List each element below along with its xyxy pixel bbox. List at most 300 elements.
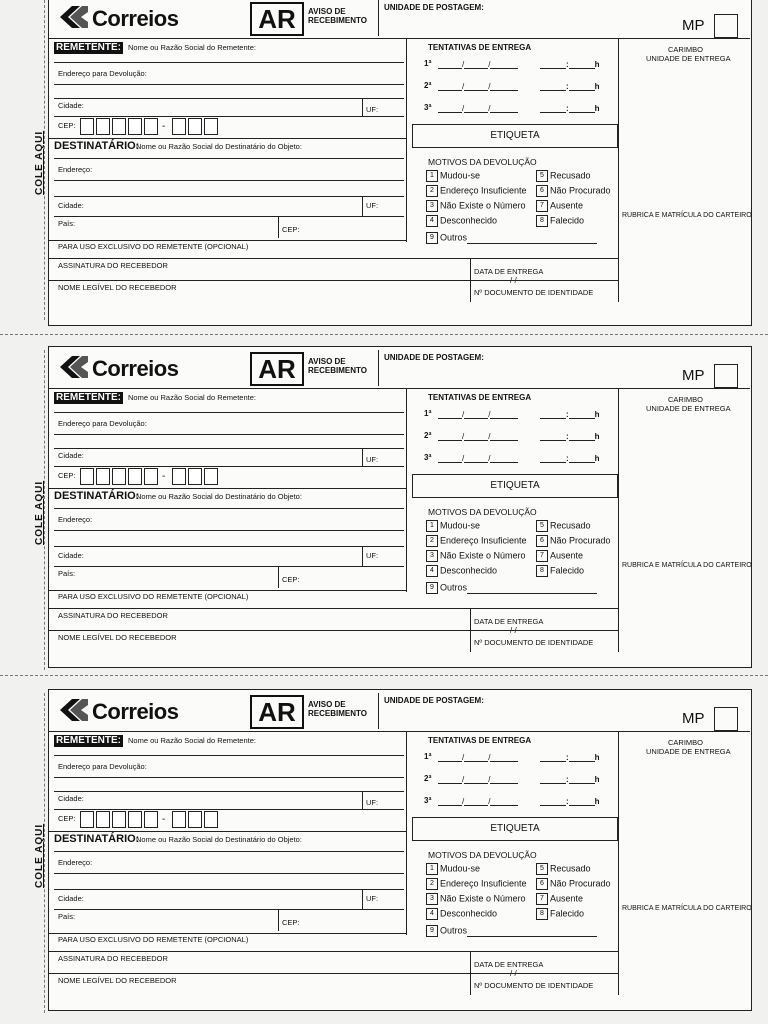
motivo-label: Mudou-se: [440, 863, 481, 874]
hora-suffix: h: [594, 410, 600, 419]
motivo-label: Não Existe o Número: [440, 893, 526, 904]
tentativa-hour-field-2[interactable]: [540, 773, 600, 784]
nome-legivel-label: NOME LEGÍVEL DO RECEBEDOR: [58, 633, 177, 642]
cidade-label: Cidade:: [58, 794, 84, 803]
carimbo-label-2: UNIDADE DE ENTREGA: [646, 747, 731, 756]
ar-form-copy-3: [0, 683, 768, 1023]
tentativa-date-field-3[interactable]: / /: [438, 452, 518, 463]
header-divider: [378, 350, 379, 386]
motivo-number: 1: [426, 170, 438, 182]
carimbo-label-1: CARIMBO: [668, 45, 704, 54]
motivo-option-5[interactable]: [536, 520, 591, 532]
cep-digit-box[interactable]: [144, 468, 158, 485]
ar-form-copy-2: [0, 340, 768, 680]
endereco-devolucao-line-2: [54, 791, 404, 792]
assinatura-label: ASSINATURA DO RECEBEDOR: [58, 261, 168, 270]
main-vertical-divider: [406, 38, 407, 242]
motivo-label: Endereço Insuficiente: [440, 185, 527, 196]
hora-separator: :: [566, 410, 569, 419]
uso-exclusivo-line: [48, 258, 618, 259]
cep-digit-box[interactable]: [128, 118, 142, 135]
dest-uf-divider: [362, 889, 363, 909]
hora-suffix: h: [594, 775, 600, 784]
tentativa-label-1: 1ª: [424, 752, 432, 761]
hora-separator: :: [566, 753, 569, 762]
pais-line: [48, 240, 406, 241]
documento-label: Nº DOCUMENTO DE IDENTIDADE: [474, 288, 594, 297]
nome-legivel-label: NOME LEGÍVEL DO RECEBEDOR: [58, 283, 177, 292]
header-bottom-line: [48, 731, 750, 732]
motivo-label: Outros: [440, 925, 468, 936]
motivo-option-1[interactable]: [426, 520, 480, 532]
right-column-divider: [618, 38, 619, 302]
dest-cidade-line: [54, 909, 404, 910]
uf-divider: [362, 448, 363, 466]
cep-digit-box[interactable]: [112, 468, 126, 485]
endereco-line-2: [54, 196, 404, 197]
cep-digit-box[interactable]: [188, 118, 202, 135]
cep-digit-box[interactable]: [112, 811, 126, 828]
motivo-option-4[interactable]: [426, 215, 497, 227]
hora-suffix: h: [594, 753, 600, 762]
dest-uf-divider: [362, 546, 363, 566]
dest-cidade-line: [54, 566, 404, 567]
motivo-option-3[interactable]: [426, 893, 526, 905]
motivo-label: Falecido: [550, 565, 585, 576]
motivo-number: 2: [426, 878, 438, 890]
carimbo-label-1: CARIMBO: [668, 738, 704, 747]
motivo-label: Desconhecido: [440, 565, 498, 576]
correios-logo-icon: [60, 356, 88, 378]
cep-divider: [278, 566, 279, 588]
motivo-label: Não Procurado: [550, 185, 611, 196]
correios-logo-icon: [60, 6, 88, 28]
cep-digit-box[interactable]: [172, 118, 186, 135]
right-column-divider: [618, 388, 619, 652]
cep-digit-box[interactable]: [172, 811, 186, 828]
motivo-number: 2: [426, 535, 438, 547]
tentativa-hour-field-1[interactable]: [540, 408, 600, 419]
tentativa-hour-field-3[interactable]: [540, 102, 600, 113]
cep-digit-box[interactable]: [144, 811, 158, 828]
tentativas-title: TENTATIVAS DE ENTREGA: [428, 736, 532, 745]
motivo-number: 8: [536, 908, 548, 920]
motivo-label: Mudou-se: [440, 170, 481, 181]
brand-name: Correios: [92, 6, 179, 31]
mp-label: MP: [682, 710, 705, 727]
main-vertical-divider: [406, 388, 407, 592]
unidade-postagem-label: UNIDADE DE POSTAGEM:: [384, 696, 484, 705]
motivo-number: 8: [536, 215, 548, 227]
motivos-title: MOTIVOS DA DEVOLUÇÃO: [428, 850, 537, 860]
cep-digit-box[interactable]: [80, 118, 94, 135]
mp-checkbox[interactable]: [714, 14, 738, 38]
uf-label: UF:: [366, 105, 379, 114]
motivo-option-4[interactable]: [426, 908, 497, 920]
assinatura-label: ASSINATURA DO RECEBEDOR: [58, 954, 168, 963]
tentativa-date-field-3[interactable]: / /: [438, 795, 518, 806]
dest-uf-label: UF:: [366, 551, 379, 560]
dest-cidade-label: Cidade:: [58, 201, 84, 210]
etiqueta-box: ETIQUETA: [412, 817, 618, 841]
motivo-number: 1: [426, 520, 438, 532]
hora-suffix: h: [594, 104, 600, 113]
cidade-line: [54, 116, 404, 117]
tentativa-date-field-1[interactable]: / /: [438, 58, 518, 69]
motivo-number: 4: [426, 565, 438, 577]
aviso-label-2: RECEBIMENTO: [308, 709, 367, 718]
motivo-label: Endereço Insuficiente: [440, 878, 527, 889]
mp-label: MP: [682, 17, 705, 34]
tentativa-hour-field-1[interactable]: [540, 751, 600, 762]
cep-digit-box[interactable]: [188, 468, 202, 485]
dest-uf-label: UF:: [366, 894, 379, 903]
motivo-option-8[interactable]: [536, 908, 584, 920]
motivo-label: Recusado: [550, 863, 591, 874]
cep-digit-box[interactable]: [112, 118, 126, 135]
uso-exclusivo-line: [48, 951, 618, 952]
motivo-option-5[interactable]: [536, 863, 591, 875]
ar-title-box: AR: [250, 2, 304, 36]
tentativa-date-field-1[interactable]: / /: [438, 408, 518, 419]
dest-cep-label: CEP:: [282, 575, 300, 584]
cep-divider: [278, 216, 279, 238]
data-entrega-label: DATA DE ENTREGA: [474, 617, 544, 626]
cidade-line: [54, 466, 404, 467]
mp-label: MP: [682, 367, 705, 384]
motivo-label: Recusado: [550, 170, 591, 181]
pais-line: [48, 933, 406, 934]
ar-form-copy-1: [0, 0, 768, 340]
tentativa-date-field-1[interactable]: / /: [438, 751, 518, 762]
assinatura-label: ASSINATURA DO RECEBEDOR: [58, 611, 168, 620]
hora-separator: :: [566, 454, 569, 463]
assinatura-line: [48, 280, 618, 281]
motivo-label: Falecido: [550, 908, 585, 919]
header-bottom-line: [48, 38, 750, 39]
motivo-option-8[interactable]: [536, 565, 584, 577]
cole-aqui-dashed-line: [44, 693, 45, 1013]
cep-digit-box[interactable]: [172, 468, 186, 485]
motivo-number: 7: [536, 550, 548, 562]
cole-aqui-label: COLE AQUI: [34, 480, 45, 545]
hora-separator: :: [566, 775, 569, 784]
tentativa-hour-field-3[interactable]: [540, 795, 600, 806]
motivo-option-7[interactable]: [536, 550, 583, 562]
endereco-line-2: [54, 546, 404, 547]
ar-title-box: AR: [250, 695, 304, 729]
etiqueta-box: ETIQUETA: [412, 474, 618, 498]
tentativa-label-2: 2ª: [424, 431, 432, 440]
remetente-name-label: Nome ou Razão Social do Remetente:: [128, 393, 256, 402]
motivo-option-3[interactable]: [426, 200, 526, 212]
motivo-number: 3: [426, 893, 438, 905]
motivo-option-9[interactable]: [426, 232, 597, 244]
hora-separator: :: [566, 104, 569, 113]
cidade-label: Cidade:: [58, 101, 84, 110]
uf-label: UF:: [366, 455, 379, 464]
rubrica-label: RUBRICA E MATRÍCULA DO CARTEIRO: [622, 212, 752, 219]
tentativa-label-2: 2ª: [424, 774, 432, 783]
dest-uf-label: UF:: [366, 201, 379, 210]
remetente-label: REMETENTE:: [56, 735, 121, 746]
hora-suffix: h: [594, 60, 600, 69]
cep-digit-box[interactable]: [204, 811, 218, 828]
motivo-number: 6: [536, 878, 548, 890]
hora-separator: :: [566, 432, 569, 441]
tentativa-label-1: 1ª: [424, 59, 432, 68]
destinatario-name-line: [54, 158, 404, 159]
motivo-label: Ausente: [550, 893, 584, 904]
dest-cidade-label: Cidade:: [58, 894, 84, 903]
cep-dash: -: [162, 471, 166, 482]
remetente-section-line: [48, 488, 406, 489]
motivo-option-1[interactable]: [426, 863, 480, 875]
cole-aqui-dashed-line: [44, 0, 45, 320]
remetente-name-line: [54, 755, 404, 756]
motivo-number: 4: [426, 908, 438, 920]
cep-divider: [278, 909, 279, 931]
endereco-devolucao-label: Endereço para Devolução:: [58, 419, 147, 428]
cep-digit-box[interactable]: [128, 811, 142, 828]
cep-digit-box[interactable]: [96, 468, 110, 485]
remetente-name-line: [54, 62, 404, 63]
endereco-label: Endereço:: [58, 165, 93, 174]
motivo-number: 1: [426, 863, 438, 875]
cep-digit-box[interactable]: [128, 468, 142, 485]
unidade-postagem-label: UNIDADE DE POSTAGEM:: [384, 3, 484, 12]
motivo-number: 2: [426, 185, 438, 197]
motivo-option-2[interactable]: [426, 185, 527, 197]
destinatario-name-line: [54, 508, 404, 509]
tentativa-date-field-2[interactable]: / /: [438, 773, 518, 784]
brand-name: Correios: [92, 356, 179, 381]
motivo-label: Desconhecido: [440, 215, 498, 226]
endereco-line-1: [54, 873, 404, 874]
tentativa-date-field-3[interactable]: / /: [438, 102, 518, 113]
motivo-number: 9: [426, 925, 438, 937]
endereco-label: Endereço:: [58, 515, 93, 524]
hora-separator: :: [566, 60, 569, 69]
cep-digit-box[interactable]: [144, 118, 158, 135]
motivo-option-4[interactable]: [426, 565, 497, 577]
tentativa-hour-field-2[interactable]: [540, 80, 600, 91]
assinatura-line: [48, 630, 618, 631]
dest-cep-label: CEP:: [282, 225, 300, 234]
hora-suffix: h: [594, 432, 600, 441]
cep-digit-box[interactable]: [96, 811, 110, 828]
endereco-devolucao-line-2: [54, 98, 404, 99]
cole-aqui-label: COLE AQUI: [34, 823, 45, 888]
right-column-divider: [618, 731, 619, 995]
destinatario-name-label: Nome ou Razão Social do Destinatário do Objeto:: [136, 492, 302, 501]
uf-label: UF:: [366, 798, 379, 807]
motivos-title: MOTIVOS DA DEVOLUÇÃO: [428, 507, 537, 517]
motivo-number: 6: [536, 185, 548, 197]
destinatario-label: DESTINATÁRIO:: [54, 833, 140, 845]
motivo-number: 9: [426, 232, 438, 244]
etiqueta-box: ETIQUETA: [412, 124, 618, 148]
endereco-devolucao-line-1: [54, 84, 404, 85]
motivo-number: 5: [536, 170, 548, 182]
motivo-number: 5: [536, 520, 548, 532]
cole-aqui-label: COLE AQUI: [34, 130, 45, 195]
cep-digit-box[interactable]: [80, 468, 94, 485]
remetente-name-line: [54, 412, 404, 413]
motivo-label: Não Procurado: [550, 878, 611, 889]
tentativa-label-3: 3ª: [424, 796, 432, 805]
destinatario-label: DESTINATÁRIO:: [54, 140, 140, 152]
data-entrega-slashes: / /: [510, 969, 517, 978]
cep-digit-box[interactable]: [204, 118, 218, 135]
tentativa-date-field-2[interactable]: / /: [438, 80, 518, 91]
uf-divider: [362, 98, 363, 116]
motivo-option-6[interactable]: [536, 535, 611, 547]
hora-suffix: h: [594, 82, 600, 91]
cep-digit-box[interactable]: [188, 811, 202, 828]
tentativa-hour-field-3[interactable]: [540, 452, 600, 463]
motivo-label: Endereço Insuficiente: [440, 535, 527, 546]
motivo-option-9[interactable]: [426, 582, 597, 594]
endereco-devolucao-line-1: [54, 777, 404, 778]
motivo-option-9[interactable]: [426, 925, 597, 937]
motivo-option-5[interactable]: [536, 170, 591, 182]
motivo-option-8[interactable]: [536, 215, 584, 227]
motivo-number: 4: [426, 215, 438, 227]
pais-label: País:: [58, 219, 76, 228]
documento-label: Nº DOCUMENTO DE IDENTIDADE: [474, 638, 594, 647]
endereco-devolucao-label: Endereço para Devolução:: [58, 69, 147, 78]
aviso-label-1: AVISO DE: [308, 700, 346, 709]
cep-label: CEP:: [58, 121, 76, 130]
tentativa-label-3: 3ª: [424, 453, 432, 462]
endereco-label: Endereço:: [58, 858, 93, 867]
motivo-label: Não Existe o Número: [440, 200, 526, 211]
motivo-option-2[interactable]: [426, 878, 527, 890]
motivo-option-1[interactable]: [426, 170, 480, 182]
mp-checkbox[interactable]: [714, 364, 738, 388]
motivo-number: 8: [536, 565, 548, 577]
motivo-number: 7: [536, 200, 548, 212]
tentativa-label-1: 1ª: [424, 409, 432, 418]
endereco-devolucao-line-1: [54, 434, 404, 435]
motivo-option-2[interactable]: [426, 535, 527, 547]
uso-exclusivo-label: PARA USO EXCLUSIVO DO REMETENTE (OPCIONAL): [58, 592, 249, 601]
dest-cep-label: CEP:: [282, 918, 300, 927]
motivo-label: Outros: [440, 232, 468, 243]
ar-title-box: AR: [250, 352, 304, 386]
dest-cidade-label: Cidade:: [58, 551, 84, 560]
cep-dash: -: [162, 814, 166, 825]
motivo-option-7[interactable]: [536, 200, 583, 212]
mp-checkbox[interactable]: [714, 707, 738, 731]
motivo-number: 7: [536, 893, 548, 905]
motivo-option-6[interactable]: [536, 878, 611, 890]
uf-divider: [362, 791, 363, 809]
rubrica-label: RUBRICA E MATRÍCULA DO CARTEIRO: [622, 905, 752, 912]
tentativa-hour-field-2[interactable]: [540, 430, 600, 441]
carimbo-label-2: UNIDADE DE ENTREGA: [646, 404, 731, 413]
tentativas-title: TENTATIVAS DE ENTREGA: [428, 393, 532, 402]
hora-separator: :: [566, 82, 569, 91]
remetente-label: REMETENTE:: [56, 42, 121, 53]
motivo-option-3[interactable]: [426, 550, 526, 562]
motivo-label: Outros: [440, 582, 468, 593]
unidade-postagem-label: UNIDADE DE POSTAGEM:: [384, 353, 484, 362]
cidade-line: [54, 809, 404, 810]
data-entrega-label: DATA DE ENTREGA: [474, 267, 544, 276]
endereco-line-1: [54, 180, 404, 181]
motivo-label: Recusado: [550, 520, 591, 531]
motivo-number: 5: [536, 863, 548, 875]
data-entrega-slashes: / /: [510, 626, 517, 635]
motivo-number: 3: [426, 200, 438, 212]
motivo-label: Não Procurado: [550, 535, 611, 546]
cep-label: CEP:: [58, 471, 76, 480]
cep-dash: -: [162, 121, 166, 132]
motivo-label: Ausente: [550, 550, 584, 561]
brand-name: Correios: [92, 699, 179, 724]
documento-label: Nº DOCUMENTO DE IDENTIDADE: [474, 981, 594, 990]
tentativa-date-field-2[interactable]: / /: [438, 430, 518, 441]
cep-digit-box[interactable]: [204, 468, 218, 485]
remetente-section-line: [48, 138, 406, 139]
dest-cidade-line: [54, 216, 404, 217]
cidade-label: Cidade:: [58, 451, 84, 460]
dest-uf-divider: [362, 196, 363, 216]
hora-suffix: h: [594, 797, 600, 806]
hora-separator: :: [566, 797, 569, 806]
endereco-line-1: [54, 530, 404, 531]
motivo-label: Desconhecido: [440, 908, 498, 919]
aviso-label-1: AVISO DE: [308, 7, 346, 16]
carimbo-label-2: UNIDADE DE ENTREGA: [646, 54, 731, 63]
tentativa-label-2: 2ª: [424, 81, 432, 90]
cut-line-2: [0, 675, 768, 676]
endereco-devolucao-label: Endereço para Devolução:: [58, 762, 147, 771]
motivo-label: Não Existe o Número: [440, 550, 526, 561]
pais-label: País:: [58, 569, 76, 578]
tentativa-hour-field-1[interactable]: [540, 58, 600, 69]
cep-digit-box[interactable]: [80, 811, 94, 828]
carimbo-label-1: CARIMBO: [668, 395, 704, 404]
motivo-label: Mudou-se: [440, 520, 481, 531]
header-divider: [378, 0, 379, 36]
cep-label: CEP:: [58, 814, 76, 823]
rubrica-label: RUBRICA E MATRÍCULA DO CARTEIRO: [622, 562, 752, 569]
remetente-label: REMETENTE:: [56, 392, 121, 403]
uso-exclusivo-label: PARA USO EXCLUSIVO DO REMETENTE (OPCIONAL): [58, 935, 249, 944]
tentativas-title: TENTATIVAS DE ENTREGA: [428, 43, 532, 52]
aviso-label-1: AVISO DE: [308, 357, 346, 366]
header-divider: [378, 693, 379, 729]
endereco-line-2: [54, 889, 404, 890]
correios-logo-icon: [60, 699, 88, 721]
cep-digit-box[interactable]: [96, 118, 110, 135]
cole-aqui-dashed-line: [44, 350, 45, 670]
destinatario-name-line: [54, 851, 404, 852]
motivo-option-6[interactable]: [536, 185, 611, 197]
destinatario-name-label: Nome ou Razão Social do Destinatário do Objeto:: [136, 835, 302, 844]
remetente-name-label: Nome ou Razão Social do Remetente:: [128, 736, 256, 745]
header-bottom-line: [48, 388, 750, 389]
assinatura-line: [48, 973, 618, 974]
motivo-label: Ausente: [550, 200, 584, 211]
nome-legivel-label: NOME LEGÍVEL DO RECEBEDOR: [58, 976, 177, 985]
motivo-option-7[interactable]: [536, 893, 583, 905]
endereco-devolucao-line-2: [54, 448, 404, 449]
cut-line-1: [0, 334, 768, 335]
